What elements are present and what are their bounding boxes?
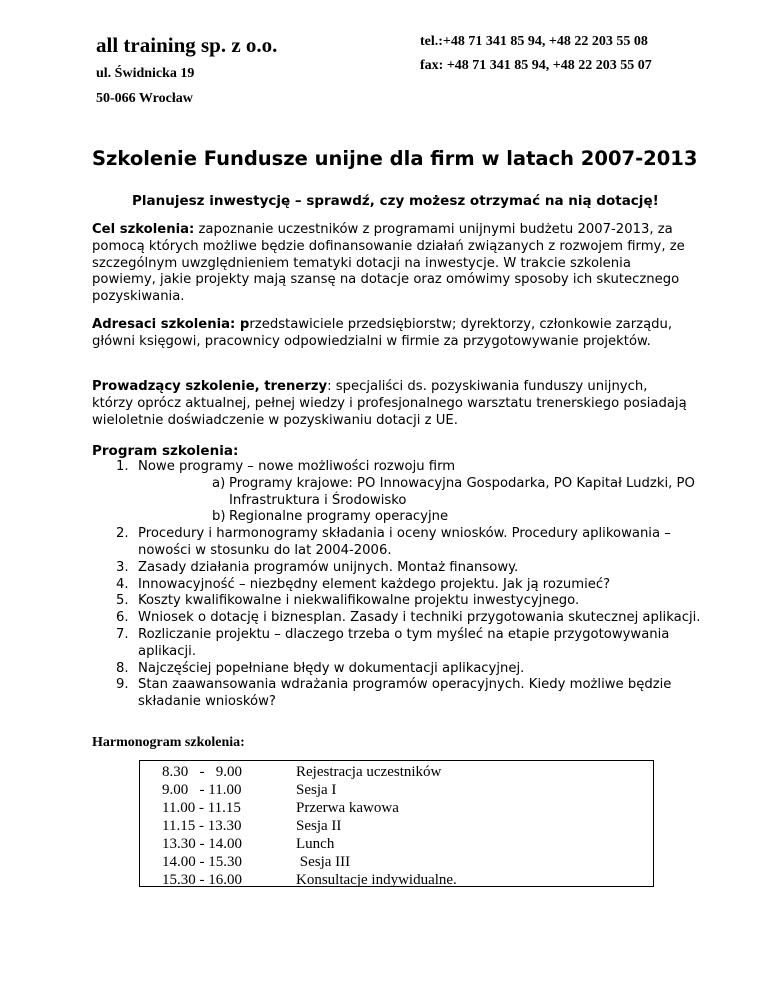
schedule-activity: Przerwa kawowa — [296, 800, 399, 816]
trainers-paragraph — [92, 379, 692, 429]
list-item-text: Innowacyjność – niezbędny element każdego projektu. Jak ją rozumieć? — [138, 576, 611, 592]
schedule-time: 14.00 - 15.30 — [162, 854, 242, 870]
schedule-heading: Harmonogram szkolenia: — [92, 735, 245, 750]
company-street: ul. Świdnicka 19 — [96, 66, 195, 81]
list-subitem — [92, 476, 712, 510]
trainers-label: Prowadzący szkolenie, trenerzy — [92, 379, 328, 394]
list-item — [92, 627, 712, 661]
list-item — [92, 526, 712, 560]
list-item-number: 9. — [116, 677, 129, 693]
schedule-time: 15.30 - 16.00 — [162, 872, 242, 888]
list-item-number: 1. — [116, 459, 129, 474]
company-city: 50-066 Wrocław — [96, 91, 193, 106]
list-item-number: 4. — [116, 576, 129, 592]
table-row — [140, 853, 653, 871]
table-row — [140, 817, 653, 835]
schedule-table — [139, 760, 654, 887]
list-item-number: 5. — [116, 593, 129, 609]
trainers-text: : specjaliści ds. pozyskiwania funduszy unijnych, którzy oprócz aktualnej, pełnej wiedzy i profesjonalnego warsztatu trenerskiego posiadają wieloletnie doświadczenie w pozyskiwaniu dotacji z UE. — [92, 379, 687, 428]
table-row — [140, 763, 653, 781]
table-row — [140, 781, 653, 799]
list-subitem-letter: b) — [212, 509, 226, 525]
list-item-text: Stan zaawansowania wdrażania programów operacyjnych. Kiedy możliwe będzie składanie wniosków? — [138, 677, 672, 710]
table-row — [140, 871, 653, 889]
list-subitem — [92, 509, 712, 526]
company-name: all training sp. z o.o. — [96, 33, 278, 57]
table-row — [140, 835, 653, 853]
list-item — [92, 577, 712, 594]
list-item — [92, 610, 712, 627]
list-item-text: Procedury i harmonogramy składania i oceny wniosków. Procedury aplikowania – nowości w stosunku do lat 2004-2006. — [138, 526, 671, 558]
schedule-time: 9.00 - 11.00 — [162, 782, 242, 798]
list-item — [92, 661, 712, 678]
schedule-time: 13.30 - 14.00 — [162, 836, 242, 852]
schedule-activity: Lunch — [296, 836, 335, 852]
list-subitem-text: Regionalne programy operacyjne — [229, 509, 449, 525]
list-item-number: 7. — [116, 626, 129, 642]
list-item — [92, 677, 712, 711]
list-item-text: Nowe programy – nowe możliwości rozwoju firm — [138, 459, 456, 474]
goal-text: zapoznanie uczestników z programami unijnymi budżetu 2007-2013, za pomocą których możliwe będzie dofinansowanie działań związanych z rozwojem firmy, ze szczególnym uwzględnieniem tematyki dotacji na inwestycje. W trakcie szkolenia powiemy, jakie projekty mają szansę na dotacje oraz omówimy sposoby ich skutecznego pozyskiwania. — [92, 222, 685, 305]
program-heading: Program szkolenia: — [92, 443, 239, 459]
schedule-activity: Sesja III — [296, 854, 351, 870]
list-item — [92, 459, 712, 476]
program-list — [92, 459, 712, 711]
list-subitem-letter: a) — [212, 475, 226, 491]
audience-text: rzedstawiciele przedsiębiorstw; dyrektorzy, członkowie zarządu, główni księgowi, pracownicy odpowiedzialni w firmie za przygotowywanie projektów. — [92, 317, 673, 349]
table-row — [140, 799, 653, 817]
list-item-number: 6. — [116, 610, 129, 626]
schedule-time: 11.00 - 11.15 — [162, 800, 241, 816]
list-item-number: 8. — [116, 660, 129, 676]
list-item — [92, 560, 712, 577]
list-item-text: Wniosek o dotację i biznesplan. Zasady i techniki przygotowania skutecznej aplikacji. — [138, 610, 701, 626]
list-item-text: Najczęściej popełniane błędy w dokumentacji aplikacyjnej. — [138, 660, 525, 676]
company-fax: fax: +48 71 341 85 94, +48 22 203 55 07 — [420, 58, 652, 73]
schedule-activity: Rejestracja uczestników — [296, 764, 442, 780]
list-item-text: Rozliczanie projektu – dlaczego trzeba o tym myśleć na etapie przygotowywania aplikacji. — [138, 626, 670, 659]
audience-label: Adresaci szkolenia: p — [92, 317, 250, 332]
list-item-text: Koszty kwalifikowalne i niekwalifikowalne projektu inwestycyjnego. — [138, 593, 580, 609]
schedule-activity: Sesja I — [296, 782, 337, 798]
goal-label: Cel szkolenia: — [92, 222, 195, 237]
list-item — [92, 593, 712, 610]
list-item-number: 2. — [116, 526, 129, 542]
company-phone: tel.:+48 71 341 85 94, +48 22 203 55 08 — [420, 34, 648, 49]
schedule-activity: Konsultacje indywidualne. — [296, 872, 457, 888]
schedule-time: 11.15 - 13.30 — [162, 818, 242, 834]
audience-paragraph — [92, 317, 692, 351]
list-item-number: 3. — [116, 559, 129, 575]
list-subitem-text: Programy krajowe: PO Innowacyjna Gospodarka, PO Kapitał Ludzki, PO Infrastruktura i Środowisko — [229, 475, 695, 508]
schedule-activity: Sesja II — [296, 818, 342, 834]
list-item-text: Zasady działania programów unijnych. Montaż finansowy. — [138, 559, 519, 575]
page-subtitle: Planujesz inwestycję – sprawdź, czy możesz otrzymać na nią dotację! — [132, 193, 659, 209]
schedule-time: 8.30 - 9.00 — [162, 764, 242, 780]
goal-paragraph — [92, 222, 692, 306]
page-title: Szkolenie Fundusze unijne dla firm w latach 2007-2013 — [92, 147, 698, 170]
